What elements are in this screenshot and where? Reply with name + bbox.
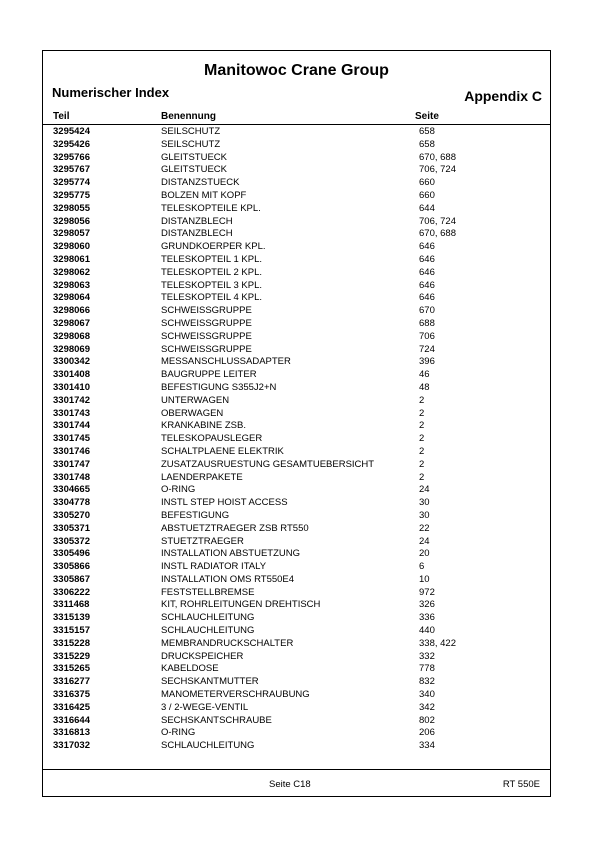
part-number: 3295424 <box>53 126 90 137</box>
page-frame <box>42 50 551 797</box>
table-row <box>43 433 550 446</box>
part-description: SEILSCHUTZ <box>161 126 221 137</box>
part-number: 3305867 <box>53 573 90 585</box>
page-reference: 22 <box>419 522 430 534</box>
page-reference: 30 <box>419 497 430 509</box>
page-reference: 340 <box>419 689 435 701</box>
table-row <box>43 382 550 395</box>
table-row <box>43 318 550 331</box>
page-reference: 334 <box>419 740 435 752</box>
page-reference: 342 <box>419 701 435 713</box>
part-description: 3 / 2-WEGE-VENTIL <box>161 701 249 713</box>
page-reference: 660 <box>419 189 435 201</box>
part-description: TELESKOPTEIL 2 KPL. <box>161 266 263 278</box>
part-number: 3301410 <box>53 381 90 393</box>
page-reference: 724 <box>419 343 435 355</box>
part-description: UNTERWAGEN <box>161 394 230 406</box>
part-number: 3316425 <box>53 701 90 713</box>
page-reference: 670, 688 <box>419 228 456 240</box>
part-number: 3304778 <box>53 497 90 509</box>
table-row <box>43 510 550 523</box>
page-reference: 778 <box>419 663 435 675</box>
part-description: MESSANSCHLUSSADAPTER <box>161 356 291 368</box>
part-number: 3295774 <box>53 177 90 189</box>
part-number: 3301742 <box>53 394 90 406</box>
part-description: MEMBRANDRUCKSCHALTER <box>161 637 294 649</box>
page-reference: 338, 422 <box>419 637 456 649</box>
part-description: STUETZTRAEGER <box>161 535 244 547</box>
table-row <box>43 216 550 229</box>
part-number: 3306222 <box>53 586 90 598</box>
table-row <box>43 497 550 510</box>
page-reference: 706 <box>419 330 435 342</box>
page-reference: 46 <box>419 369 430 381</box>
page-reference: 440 <box>419 625 435 637</box>
table-row <box>43 420 550 433</box>
part-number: 3316813 <box>53 727 90 739</box>
table-row <box>43 651 550 664</box>
part-number: 3304665 <box>53 484 90 496</box>
page-reference: 688 <box>419 317 435 329</box>
page-reference: 396 <box>419 356 435 368</box>
part-description: SCHWEISSGRUPPE <box>161 305 252 317</box>
part-number: 3298063 <box>53 279 90 291</box>
table-row <box>43 228 550 241</box>
part-description: SCHLAUCHLEITUNG <box>161 740 255 752</box>
part-number: 3298064 <box>53 292 90 304</box>
part-description: DISTANZBLECH <box>161 215 233 227</box>
part-number: 3298068 <box>53 330 90 342</box>
part-number: 3315139 <box>53 612 90 624</box>
part-description: GRUNDKOERPER KPL. <box>161 241 266 253</box>
table-row <box>43 612 550 625</box>
column-header-benennung: Benennung <box>161 111 216 122</box>
table-row <box>43 599 550 612</box>
part-description: SECHSKANTMUTTER <box>161 676 259 688</box>
table-row <box>43 472 550 485</box>
part-description: INSTALLATION OMS RT550E4 <box>161 573 295 585</box>
model-label: RT 550E <box>502 779 540 790</box>
part-description: BAUGRUPPE LEITER <box>161 369 257 381</box>
page-reference: 2 <box>419 394 425 406</box>
part-description: ZUSATZAUSRUESTUNG GESAMTUEBERSICHT <box>161 458 375 470</box>
page-reference: 2 <box>419 407 425 419</box>
table-row <box>43 715 550 728</box>
column-header-teil: Teil <box>53 111 70 122</box>
part-description: KRANKABINE ZSB. <box>161 420 246 432</box>
page-reference: 206 <box>419 727 435 739</box>
index-table-body <box>43 126 550 753</box>
page-number: Seite C18 <box>269 779 311 790</box>
page-reference: 6 <box>419 561 425 573</box>
page-reference: 802 <box>419 714 435 726</box>
table-row <box>43 638 550 651</box>
table-row <box>43 587 550 600</box>
part-description: ABSTUETZTRAEGER ZSB RT550 <box>161 522 309 534</box>
table-row <box>43 305 550 318</box>
part-number: 3317032 <box>53 740 90 752</box>
part-description: SCHWEISSGRUPPE <box>161 317 252 329</box>
table-row <box>43 459 550 472</box>
part-description: GLEITSTUECK <box>161 151 227 163</box>
table-row <box>43 484 550 497</box>
page-reference: 832 <box>419 676 435 688</box>
table-row <box>43 267 550 280</box>
part-number: 3315157 <box>53 625 90 637</box>
part-description: KABELDOSE <box>161 663 219 675</box>
part-description: BEFESTIGUNG <box>161 509 230 521</box>
table-row <box>43 395 550 408</box>
page-reference: 660 <box>419 177 435 189</box>
part-description: DRUCKSPEICHER <box>161 650 244 662</box>
part-number: 3305372 <box>53 535 90 547</box>
table-row <box>43 203 550 216</box>
page-reference: 2 <box>419 458 425 470</box>
page-reference: 2 <box>419 433 425 445</box>
part-description: KIT, ROHRLEITUNGEN DREHTISCH <box>161 599 321 611</box>
part-number: 3298066 <box>53 305 90 317</box>
page-reference: 658 <box>419 126 435 137</box>
part-description: TELESKOPTEIL 3 KPL. <box>161 279 263 291</box>
page-reference: 336 <box>419 612 435 624</box>
table-row <box>43 523 550 536</box>
table-row <box>43 740 550 753</box>
page-reference: 706, 724 <box>419 164 456 176</box>
part-number: 3315229 <box>53 650 90 662</box>
page-reference: 2 <box>419 420 425 432</box>
part-number: 3305371 <box>53 522 90 534</box>
page-reference: 20 <box>419 548 430 560</box>
part-description: O-RING <box>161 484 196 496</box>
part-description: SCHWEISSGRUPPE <box>161 330 252 342</box>
table-row <box>43 663 550 676</box>
part-description: OBERWAGEN <box>161 407 224 419</box>
part-description: INSTL RADIATOR ITALY <box>161 561 267 573</box>
part-description: TELESKOPAUSLEGER <box>161 433 263 445</box>
part-description: INSTL STEP HOIST ACCESS <box>161 497 288 509</box>
table-row <box>43 561 550 574</box>
table-row <box>43 536 550 549</box>
page-reference: 646 <box>419 241 435 253</box>
appendix-label: Appendix C <box>464 88 542 104</box>
page-reference: 972 <box>419 586 435 598</box>
part-number: 3298061 <box>53 253 90 265</box>
table-row <box>43 126 550 139</box>
table-row <box>43 702 550 715</box>
part-number: 3298069 <box>53 343 90 355</box>
part-number: 3305866 <box>53 561 90 573</box>
page-reference: 48 <box>419 381 430 393</box>
part-description: SCHWEISSGRUPPE <box>161 343 252 355</box>
page-reference: 658 <box>419 138 435 150</box>
part-description: GLEITSTUECK <box>161 164 227 176</box>
page-reference: 646 <box>419 253 435 265</box>
document-title: Manitowoc Crane Group <box>204 62 389 79</box>
part-number: 3305270 <box>53 509 90 521</box>
header-divider <box>43 124 550 125</box>
page-reference: 644 <box>419 202 435 214</box>
part-number: 3315228 <box>53 637 90 649</box>
page-reference: 646 <box>419 279 435 291</box>
table-row <box>43 676 550 689</box>
part-description: FESTSTELLBREMSE <box>161 586 255 598</box>
part-description: SECHSKANTSCHRAUBE <box>161 714 272 726</box>
table-row <box>43 344 550 357</box>
page-reference: 2 <box>419 445 425 457</box>
part-number: 3301746 <box>53 445 90 457</box>
part-description: MANOMETERVERSCHRAUBUNG <box>161 689 310 701</box>
part-description: SEILSCHUTZ <box>161 138 221 150</box>
part-number: 3301745 <box>53 433 90 445</box>
part-description: BEFESTIGUNG S355J2+N <box>161 381 277 393</box>
table-row <box>43 164 550 177</box>
table-row <box>43 241 550 254</box>
part-number: 3316644 <box>53 714 90 726</box>
part-description: O-RING <box>161 727 196 739</box>
part-number: 3295767 <box>53 164 90 176</box>
page-reference: 670, 688 <box>419 151 456 163</box>
page-reference: 30 <box>419 509 430 521</box>
table-row <box>43 152 550 165</box>
part-number: 3305496 <box>53 548 90 560</box>
page-reference: 326 <box>419 599 435 611</box>
part-description: LAENDERPAKETE <box>161 471 243 483</box>
part-description: DISTANZSTUECK <box>161 177 240 189</box>
page-reference: 670 <box>419 305 435 317</box>
page-reference: 24 <box>419 535 430 547</box>
part-number: 3301747 <box>53 458 90 470</box>
part-description: SCHLAUCHLEITUNG <box>161 625 255 637</box>
part-number: 3301408 <box>53 369 90 381</box>
part-description: TELESKOPTEIL 1 KPL. <box>161 253 263 265</box>
part-number: 3298062 <box>53 266 90 278</box>
part-number: 3301744 <box>53 420 90 432</box>
page-reference: 10 <box>419 573 430 585</box>
index-subtitle: Numerischer Index <box>52 85 170 100</box>
table-row <box>43 727 550 740</box>
table-row <box>43 446 550 459</box>
part-number: 3298055 <box>53 202 90 214</box>
table-row <box>43 177 550 190</box>
page-reference: 24 <box>419 484 430 496</box>
part-number: 3295775 <box>53 189 90 201</box>
table-row <box>43 254 550 267</box>
table-row <box>43 190 550 203</box>
table-row <box>43 548 550 561</box>
column-header-seite: Seite <box>415 111 439 122</box>
part-number: 3300342 <box>53 356 90 368</box>
page-reference: 2 <box>419 471 425 483</box>
part-number: 3295426 <box>53 138 90 150</box>
part-number: 3316277 <box>53 676 90 688</box>
table-row <box>43 369 550 382</box>
table-row <box>43 356 550 369</box>
table-row <box>43 408 550 421</box>
part-description: BOLZEN MIT KOPF <box>161 189 247 201</box>
part-number: 3298067 <box>53 317 90 329</box>
part-description: INSTALLATION ABSTUETZUNG <box>161 548 301 560</box>
page-reference: 332 <box>419 650 435 662</box>
table-row <box>43 139 550 152</box>
table-row <box>43 280 550 293</box>
part-number: 3301743 <box>53 407 90 419</box>
part-description: TELESKOPTEILE KPL. <box>161 202 261 214</box>
part-number: 3316375 <box>53 689 90 701</box>
table-row <box>43 689 550 702</box>
part-number: 3298056 <box>53 215 90 227</box>
part-description: SCHLAUCHLEITUNG <box>161 612 255 624</box>
page-reference: 646 <box>419 266 435 278</box>
table-row <box>43 625 550 638</box>
part-number: 3298057 <box>53 228 90 240</box>
page-reference: 706, 724 <box>419 215 456 227</box>
part-number: 3301748 <box>53 471 90 483</box>
part-number: 3311468 <box>53 599 90 611</box>
page-reference: 646 <box>419 292 435 304</box>
part-description: DISTANZBLECH <box>161 228 233 240</box>
part-number: 3315265 <box>53 663 90 675</box>
table-row <box>43 331 550 344</box>
footer-divider <box>43 769 550 770</box>
part-number: 3295766 <box>53 151 90 163</box>
part-description: SCHALTPLAENE ELEKTRIK <box>161 445 284 457</box>
part-number: 3298060 <box>53 241 90 253</box>
table-row <box>43 292 550 305</box>
table-row <box>43 574 550 587</box>
part-description: TELESKOPTEIL 4 KPL. <box>161 292 263 304</box>
